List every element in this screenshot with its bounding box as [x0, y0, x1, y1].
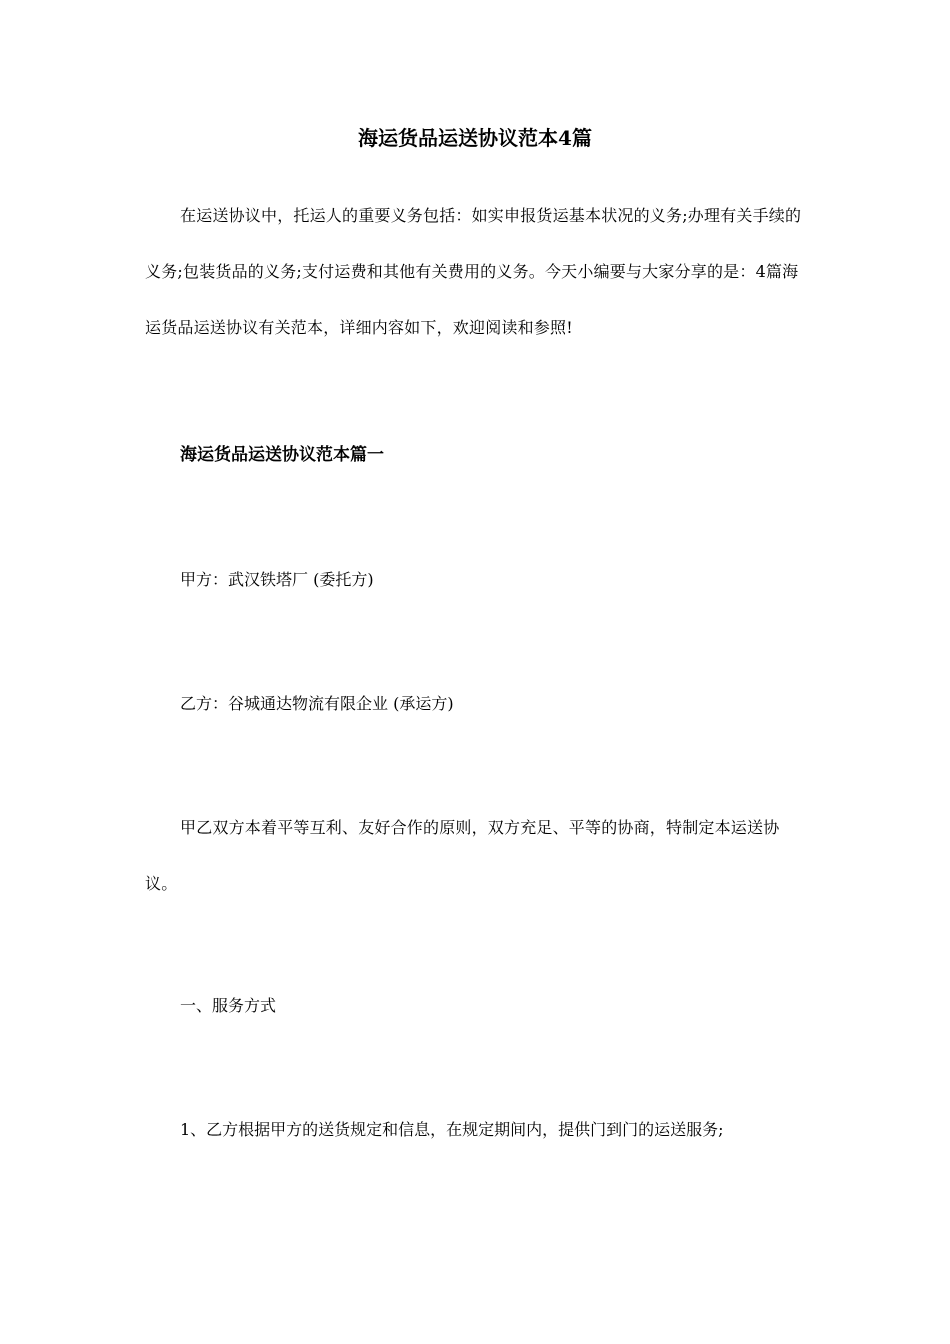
preamble-paragraph: 甲乙双方本着平等互利、友好合作的原则，双方充足、平等的协商，特制定本运送协议。	[145, 818, 780, 893]
section-title: 海运货品运送协议范本篇一	[180, 445, 384, 465]
clause-heading: 一、服务方式	[180, 996, 277, 1015]
party-a-line: 甲方：武汉铁塔厂 (委托方)	[180, 570, 374, 589]
intro-paragraph: 在运送协议中，托运人的重要义务包括：如实申报货运基本状况的义务;办理有关手续的义务;包装货品的义务;支付运费和其他有关费用的义务。今天小编要与大家分享的是：4篇海运货品运送协议有关范本，详细内容如下，欢迎阅读和参照!	[145, 206, 802, 337]
clause-1-line: 1、乙方根据甲方的送货规定和信息，在规定期间内，提供门到门的运送服务;	[180, 1120, 724, 1139]
document-title: 海运货品运送协议范本4篇	[358, 126, 592, 150]
party-b-line: 乙方：谷城通达物流有限企业 (承运方)	[180, 694, 454, 713]
